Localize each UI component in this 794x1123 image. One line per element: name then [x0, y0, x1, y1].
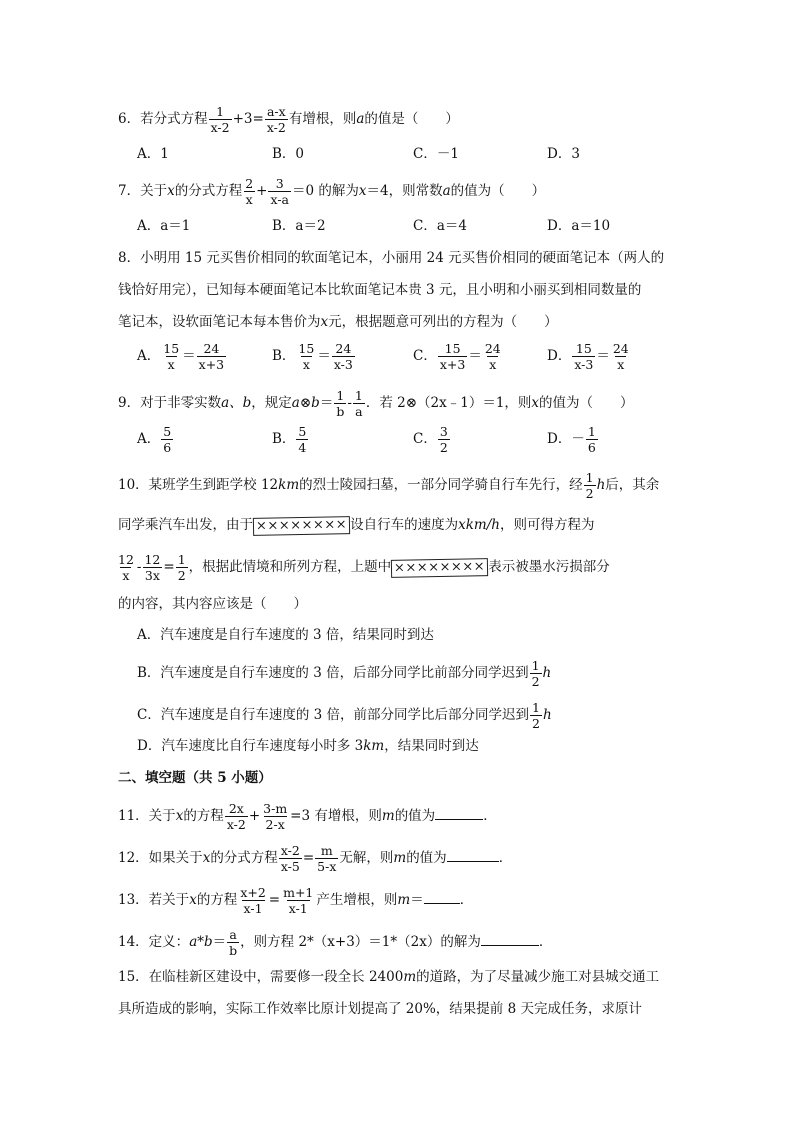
option-d: D．－ $\frac{1}{6}$	[547, 424, 596, 455]
question-8-line-1: 8．小明用 15 元买售价相同的软面笔记本，小丽用 24 元买售价相同的硬面笔记本（两人的	[118, 250, 665, 266]
question-11: 11．关于x的方程 $\frac{2x}{x-2}$ + $\frac{3-m}{2-x}$ =3 有增根，则m的值为 ．	[118, 801, 497, 832]
option-a: A．1	[137, 146, 169, 162]
option-b: B．a＝2	[272, 218, 326, 234]
option-c: C．a＝4	[413, 218, 467, 234]
answer-blank[interactable]	[424, 891, 460, 904]
q10-option-c: C．汽车速度是自行车速度的 3 倍，前部分同学比后部分同学迟到 $\frac{1}{2}$ h	[137, 700, 552, 731]
q9-fraction-1: $\frac{1}{b}$	[336, 388, 345, 419]
option-b: B． $\frac{5}{4}$	[272, 424, 307, 455]
q9-fraction-2: $\frac{1}{a}$	[354, 388, 363, 419]
question-10-line-3: $\frac{12}{x}$ - $\frac{12}{3x}$ = $\frac{1}{2}$ ，根据此情境和所列方程，上题中 ×××××××× 表示被墨水污损部分	[118, 552, 610, 583]
option-d: D．3	[547, 146, 580, 162]
option-d: D．a＝10	[547, 218, 611, 234]
answer-blank[interactable]	[435, 807, 483, 820]
question-6: 6．若分式方程 $\frac{1}{x-2}$ +3= $\frac{a-x}{x-2}$ 有增根，则a的值是（ ）	[118, 104, 459, 135]
question-12: 12．如果关于x的分式方程 $\frac{x-2}{x-5}$ = $\frac{m}{5-x}$ 无解，则m的值为 ．	[118, 843, 513, 874]
question-9: 9．对于非零实数a、b，规定a⊗b＝ $\frac{1}{b}$ - $\frac{1}{a}$ ．若 2⊗（2x﹣1）＝1，则x的值为（ ）	[118, 388, 634, 419]
question-10-line-1: 10．某班学生到距学校 12km的烈士陵园扫墓，一部分同学骑自行车先行，经 $\frac{1}{2}$ h后，其余	[118, 470, 660, 501]
question-8-line-3: 笔记本，设软面笔记本每本售价为x元，根据题意可列出的方程为（ ）	[118, 314, 558, 330]
question-10-line-2: 同学乘汽车出发，由于 ×××××××× 设自行车的速度为xkm/h，则可得方程为	[118, 515, 594, 535]
q7-fraction-1: $\frac{2}{x}$	[245, 176, 254, 207]
q7-fraction-2: $\frac{3}{x-a}$	[270, 176, 289, 207]
option-d: D． $\frac{15}{x-3}$ ＝ $\frac{24}{x}$	[547, 341, 629, 372]
option-c: C．－1	[413, 146, 459, 162]
option-a: A．a＝1	[137, 218, 191, 234]
section-heading: 二、填空题（共 5 小题）	[118, 770, 272, 786]
q6-fraction-2: $\frac{a-x}{x-2}$	[266, 104, 286, 135]
question-14: 14．定义：a*b＝ $\frac{a}{b}$ ，则方程 2*（x+3）＝1*（2x）的解为 ．	[118, 927, 553, 958]
question-15-line-2: 具所造成的影响，实际工作效率比原计划提高了 20%，结果提前 8 天完成任务，求原计	[118, 1001, 642, 1017]
q10-option-d: D．汽车速度比自行车速度每小时多 3km，结果同时到达	[137, 738, 479, 754]
question-7: 7．关于x的分式方程 $\frac{2}{x}$ + $\frac{3}{x-a}$ ＝0 的解为x＝4，则常数a的值为（ ）	[118, 176, 546, 207]
q6-text: 6．若分式方程	[118, 111, 208, 127]
question-8-line-2: 钱恰好用完），已知每本硬面笔记本比软面笔记本贵 3 元，且小明和小丽买到相同数量的	[118, 282, 642, 298]
option-a: A． $\frac{15}{x}$ ＝ $\frac{24}{x+3}$	[137, 341, 225, 372]
ink-stain-box: ××××××××	[391, 558, 488, 578]
option-c: C． $\frac{3}{2}$	[413, 424, 448, 455]
option-c: C． $\frac{15}{x+3}$ ＝ $\frac{24}{x}$	[413, 341, 501, 372]
question-10-line-4: 的内容，其内容应该是（ ）	[118, 596, 307, 612]
answer-blank[interactable]	[447, 849, 499, 862]
q10-option-b: B．汽车速度是自行车速度的 3 倍，后部分同学比前部分同学迟到 $\frac{1}{2}$ h	[137, 658, 552, 689]
q10-option-a: A．汽车速度是自行车速度的 3 倍，结果同时到达	[137, 627, 434, 643]
q6-fraction-1: $\frac{1}{x-2}$	[210, 104, 230, 135]
question-15-line-1: 15．在临桂新区建设中，需要修一段全长 2400m的道路，为了尽量减少施工对县城交通工	[118, 969, 660, 985]
option-b: B． $\frac{15}{x}$ ＝ $\frac{24}{x-3}$	[272, 341, 353, 372]
option-b: B．0	[272, 146, 305, 162]
question-13: 13．若关于x的方程 $\frac{x+2}{x-1}$ = $\frac{m+1}{x-1}$ 产生增根，则m＝ ．	[118, 885, 474, 916]
option-a: A． $\frac{5}{6}$	[137, 424, 172, 455]
q9-options	[137, 424, 697, 458]
ink-stain-box: ××××××××	[253, 516, 350, 536]
q8-options	[137, 341, 697, 375]
answer-blank[interactable]	[481, 933, 539, 946]
